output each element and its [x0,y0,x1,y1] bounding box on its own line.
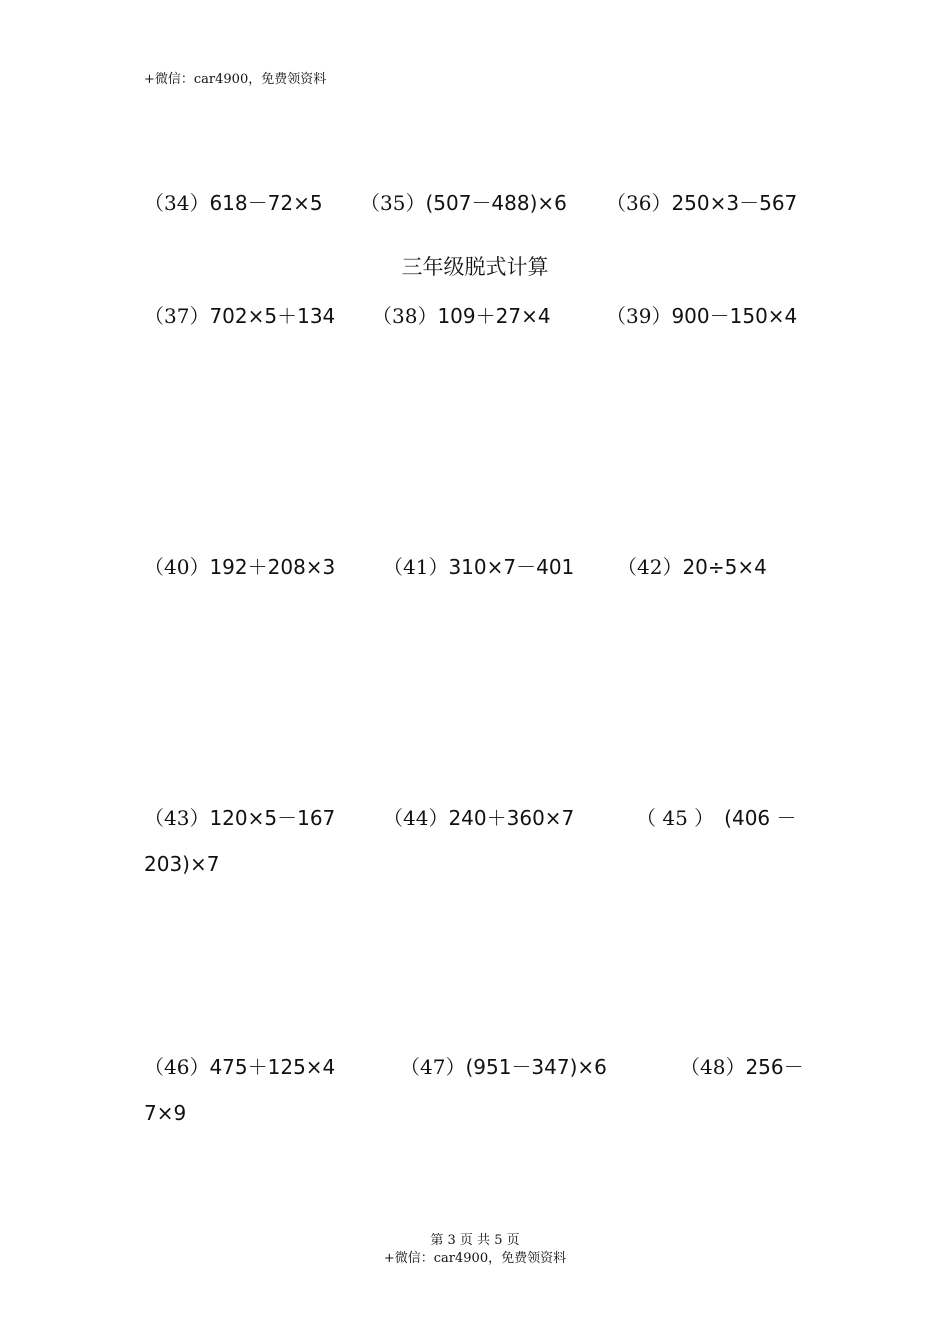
problem-expression: 618－72×5 [209,191,323,215]
problem-number: （39） [606,304,672,328]
problem-number: （47） [400,1055,466,1079]
problem-expression: 900－150×4 [671,304,798,328]
problem-number: （43） [144,806,210,830]
section-title: 三年级脱式计算 [401,255,549,279]
problem-43 [144,802,335,831]
problem-38 [372,300,551,329]
problem-expression: 475＋125×4 [209,1055,336,1079]
problem-number: （ 45 ） [636,806,715,830]
problem-number: （38） [372,304,438,328]
problem-number: （36） [606,191,672,215]
problem-expression: 250×3－567 [671,191,798,215]
problem-expression: 240＋360×7 [448,806,575,830]
problem-number: （42） [617,555,683,579]
problem-47 [400,1051,607,1080]
header-watermark: +微信：car4900，免费领资料 [144,72,327,87]
problem-expression: 120×5－167 [209,806,336,830]
footer-watermark: +微信：car4900，免费领资料 [383,1251,567,1266]
problem-35 [360,187,567,216]
problem-36 [606,187,797,216]
problem-expression: (507－488)×6 [425,191,567,215]
problem-expression: 310×7－401 [448,555,575,579]
problem-expression: 702×5＋134 [209,304,336,328]
problem-45 [636,802,797,831]
problem-46 [144,1051,335,1080]
problem-expression: 109＋27×4 [437,304,551,328]
problem-number: （41） [383,555,449,579]
problem-44 [383,802,574,831]
problem-expression: 256－ [745,1055,804,1079]
page-number: 第 3 页 共 5 页 [430,1233,520,1248]
problem-number: （34） [144,191,210,215]
problem-48 [680,1051,804,1080]
problem-number: （48） [680,1055,746,1079]
problem-48-continuation: 7×9 [144,1101,187,1125]
problem-expression: 20÷5×4 [682,555,767,579]
problem-number: （37） [144,304,210,328]
problem-37 [144,300,335,329]
problem-39 [606,300,797,329]
problem-number: （46） [144,1055,210,1079]
problem-expression: (406 － [724,806,797,830]
problem-number: （40） [144,555,210,579]
problem-expression: 192＋208×3 [209,555,336,579]
problem-number: （35） [360,191,426,215]
problem-number: （44） [383,806,449,830]
problem-expression: (951－347)×6 [465,1055,607,1079]
problem-45-continuation: 203)×7 [144,852,220,876]
problem-41 [383,551,574,580]
problem-34 [144,187,323,216]
problem-42 [617,551,767,580]
problem-40 [144,551,335,580]
